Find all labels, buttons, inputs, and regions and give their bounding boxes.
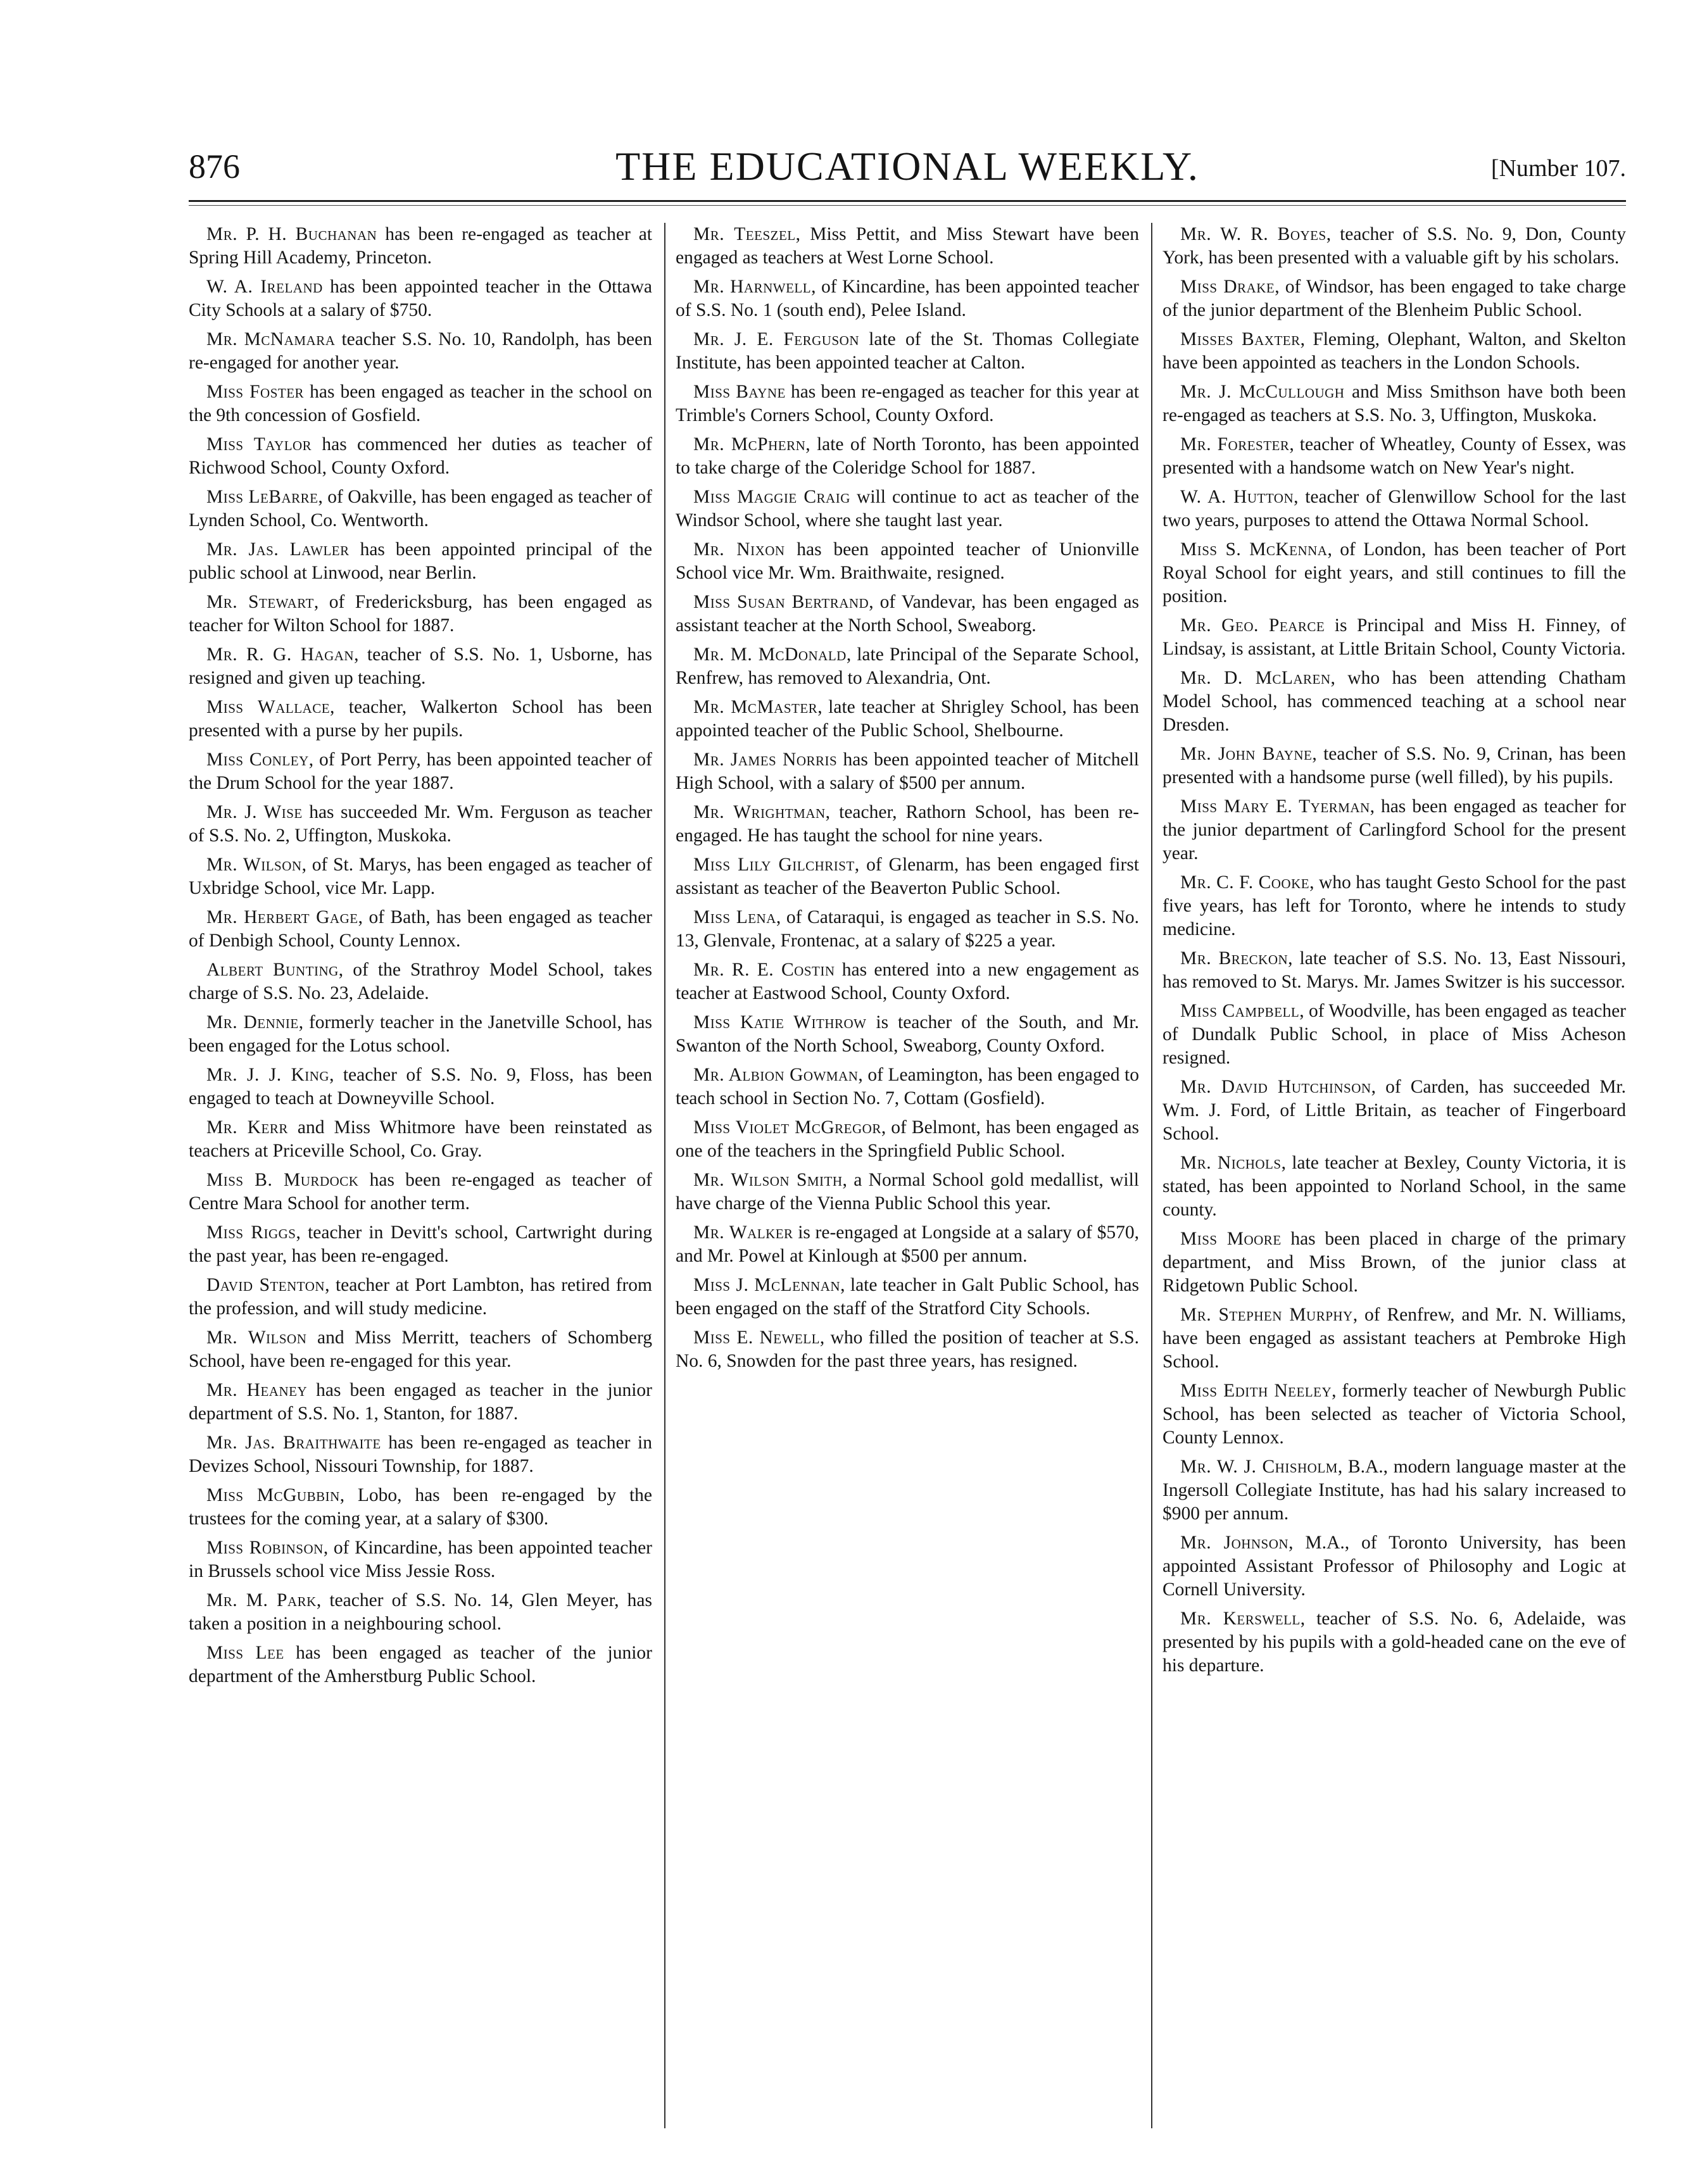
news-text: has been appointed teacher of Unionville School vice Mr. Wm. Braithwaite, resigned. xyxy=(676,539,1139,583)
person-name: Mr. Johnson xyxy=(1180,1533,1289,1553)
journal-title: THE EDUCATIONAL WEEKLY. xyxy=(615,144,1199,189)
person-name: Mr. Stephen Murphy xyxy=(1180,1305,1353,1325)
news-text: , teacher at Port Lambton, has retired from the profession, and will study medicine. xyxy=(189,1275,652,1319)
person-name: Mr. Herbert Gage xyxy=(206,907,358,927)
news-text: , Miss Pettit, and Miss Stewart have been engaged as teachers at West Lorne School. xyxy=(676,224,1139,268)
person-name: David Stenton xyxy=(206,1275,325,1295)
news-text: , late of North Toronto, has been appointed to take charge of the Coleridge School for 1887. xyxy=(676,434,1139,478)
news-item xyxy=(1163,667,1626,737)
news-item xyxy=(676,328,1139,375)
news-text: , teacher, Walkerton School has been presented with a purse by her pupils. xyxy=(189,697,652,741)
person-name: Mr. M. McDonald xyxy=(693,644,847,665)
news-item xyxy=(1163,1531,1626,1602)
news-text: has been re-engaged as teacher for this year at Trimble's Corners School, County Oxford. xyxy=(676,382,1139,425)
header-rule xyxy=(189,200,1626,202)
news-item xyxy=(189,1484,652,1531)
news-item xyxy=(676,1011,1139,1058)
news-text: , teacher of S.S. No. 9, Don, County York, has been presented with a valuable gift by his scholars. xyxy=(1163,224,1626,268)
person-name: Mr. Forester xyxy=(1180,434,1290,455)
news-text: , of Belmont, has been engaged as one of the teachers in the Springfield Public School. xyxy=(676,1117,1139,1161)
news-text: , formerly teacher of Newburgh Public School, has been selected as teacher of Victoria School, County Lennox. xyxy=(1163,1381,1626,1448)
news-item xyxy=(676,1064,1139,1110)
news-text: , teacher of S.S. No. 6, Adelaide, was presented by his pupils with a gold-headed cane on the eve of his departure. xyxy=(1163,1609,1626,1676)
news-text: , of London, has been teacher of Port Royal School for eight years, and still continues to fill the position. xyxy=(1163,539,1626,606)
person-name: Mr. Breckon xyxy=(1180,948,1289,969)
news-item xyxy=(189,853,652,900)
news-item xyxy=(189,486,652,532)
person-name: Miss B. Murdock xyxy=(206,1170,359,1190)
person-name: Mr. Wrightman xyxy=(693,802,826,822)
news-item xyxy=(189,1169,652,1215)
person-name: Mr. C. F. Cooke xyxy=(1180,872,1310,893)
person-name: Mr. Nichols xyxy=(1180,1153,1282,1173)
person-name: Mr. Jas. Braithwaite xyxy=(206,1433,381,1453)
news-text: has been re-engaged as teacher at Spring Hill Academy, Princeton. xyxy=(189,224,652,268)
news-text: , has been engaged as teacher for the junior department of Carlingford School for the present year. xyxy=(1163,796,1626,863)
news-text: , teacher of Wheatley, County of Essex, was presented with a handsome watch on New Year's night. xyxy=(1163,434,1626,478)
person-name: Miss Drake xyxy=(1180,277,1275,297)
news-item xyxy=(189,1011,652,1058)
person-name: Mr. J. J. King xyxy=(206,1065,330,1085)
news-item xyxy=(189,328,652,375)
person-name: Mr. Wilson xyxy=(206,1327,307,1348)
person-name: Mr. Kerswell xyxy=(1180,1609,1301,1629)
news-item xyxy=(1163,1303,1626,1374)
news-item xyxy=(1163,614,1626,661)
person-name: Miss Moore xyxy=(1180,1229,1282,1249)
person-name: Mr. Stewart xyxy=(206,592,314,612)
news-text: , Fleming, Olephant, Walton, and Skelton have been appointed as teachers in the London Schools. xyxy=(1163,329,1626,373)
person-name: Miss E. Newell xyxy=(693,1327,820,1348)
news-item xyxy=(1163,1227,1626,1298)
news-item xyxy=(676,380,1139,427)
news-item xyxy=(676,223,1139,270)
news-text: has been appointed teacher of Mitchell High School, with a salary of $500 per annum. xyxy=(676,750,1139,793)
person-name: Miss S. McKenna xyxy=(1180,539,1328,560)
news-item xyxy=(189,1536,652,1583)
news-text: is teacher of the South, and Mr. Swanton of the North School, Sweaborg, County Oxford. xyxy=(676,1012,1139,1056)
news-item xyxy=(676,748,1139,795)
person-name: Miss Robinson xyxy=(206,1538,324,1558)
person-name: Mr. Geo. Pearce xyxy=(1180,615,1325,636)
news-item xyxy=(1163,328,1626,375)
news-text: , of Woodville, has been engaged as teacher of Dundalk Public School, in place of Miss Acheson resigned. xyxy=(1163,1001,1626,1068)
news-item xyxy=(189,538,652,585)
news-text: , teacher of S.S. No. 9, Floss, has been engaged to teach at Downeyville School. xyxy=(189,1065,652,1108)
person-name: Mr. McPhern xyxy=(693,434,806,455)
news-item xyxy=(1163,380,1626,427)
news-text: has been engaged as teacher in the school on the 9th concession of Gosfield. xyxy=(189,382,652,425)
news-item xyxy=(189,958,652,1005)
person-name: Mr. Heaney xyxy=(206,1380,308,1400)
news-item xyxy=(676,958,1139,1005)
header-rule-thin xyxy=(189,205,1626,206)
news-item xyxy=(1163,947,1626,994)
news-text: will continue to act as teacher of the Windsor School, where she taught last year. xyxy=(676,487,1139,530)
news-text: , of Leamington, has been engaged to teach school in Section No. 7, Cottam (Gosfield). xyxy=(676,1065,1139,1108)
news-text: , of Carden, has succeeded Mr. Wm. J. Ford, of Little Britain, as teacher of Fingerboard School. xyxy=(1163,1077,1626,1144)
news-text: teacher S.S. No. 10, Randolph, has been re-engaged for another year. xyxy=(189,329,652,373)
person-name: Miss Conley xyxy=(206,750,309,770)
news-item xyxy=(676,486,1139,532)
person-name: Miss Riggs xyxy=(206,1222,296,1243)
news-text: has been re-engaged as teacher of Centre Mara School for another term. xyxy=(189,1170,652,1214)
news-item xyxy=(676,433,1139,480)
column-1 xyxy=(189,223,652,2128)
person-name: Miss Foster xyxy=(206,382,305,402)
news-text: , late Principal of the Separate School, Renfrew, has removed to Alexandria, Ont. xyxy=(676,644,1139,688)
news-item xyxy=(1163,795,1626,865)
person-name: Miss Mary E. Tyerman xyxy=(1180,796,1370,817)
news-item xyxy=(676,801,1139,848)
page-header xyxy=(189,141,1626,204)
news-text: has been re-engaged as teacher in Devizes School, Nissouri Township, for 1887. xyxy=(189,1433,652,1476)
person-name: Mr. McMaster xyxy=(693,697,818,717)
news-text: and Miss Merritt, teachers of Schomberg School, have been re-engaged for this year. xyxy=(189,1327,652,1371)
news-item xyxy=(189,591,652,637)
news-text: , of Fredericksburg, has been engaged as teacher for Wilton School for 1887. xyxy=(189,592,652,636)
news-text: , of Oakville, has been engaged as teacher of Lynden School, Co. Wentworth. xyxy=(189,487,652,530)
person-name: Mr. David Hutchinson xyxy=(1180,1077,1371,1097)
column-divider xyxy=(1151,223,1152,2128)
person-name: Miss LeBarre xyxy=(206,487,318,507)
news-text: , teacher of S.S. No. 1, Usborne, has resigned and given up teaching. xyxy=(189,644,652,688)
news-item xyxy=(1163,871,1626,941)
person-name: Mr. R. G. Hagan xyxy=(206,644,355,665)
person-name: Miss Lily Gilchrist xyxy=(693,855,855,875)
news-text: , teacher of S.S. No. 9, Crinan, has been presented with a handsome purse (well filled), by his pupils. xyxy=(1163,744,1626,788)
person-name: Miss Lena xyxy=(693,907,776,927)
column-divider xyxy=(664,223,665,2128)
news-item xyxy=(189,1641,652,1688)
news-text: , of Glenarm, has been engaged first assistant as teacher of the Beaverton Public School. xyxy=(676,855,1139,898)
person-name: Miss McGubbin xyxy=(206,1485,340,1505)
news-text: , teacher, Rathorn School, has been re-engaged. He has taught the school for nine years. xyxy=(676,802,1139,846)
person-name: Miss Campbell xyxy=(1180,1001,1300,1021)
person-name: Mr. W. R. Boyes xyxy=(1180,224,1326,244)
news-text: and Miss Smithson have both been re-engaged as teachers at S.S. No. 3, Uffington, Muskoka. xyxy=(1163,382,1626,425)
news-text: , of Renfrew, and Mr. N. Williams, have been engaged as assistant teachers at Pembroke High School. xyxy=(1163,1305,1626,1372)
news-text: late of the St. Thomas Collegiate Institute, has been appointed teacher at Calton. xyxy=(676,329,1139,373)
news-text: , of Cataraqui, is engaged as teacher in S.S. No. 13, Glenvale, Frontenac, at a salary of $225 a year. xyxy=(676,907,1139,951)
person-name: Mr. McNamara xyxy=(206,329,336,349)
news-item xyxy=(1163,223,1626,270)
news-text: , who filled the position of teacher at S.S. No. 6, Snowden for the past three years, has resigned. xyxy=(676,1327,1139,1371)
news-text: , of Vandevar, has been engaged as assistant teacher at the North School, Sweaborg. xyxy=(676,592,1139,636)
news-item xyxy=(189,223,652,270)
news-item xyxy=(676,591,1139,637)
news-item xyxy=(189,1064,652,1110)
issue-number: [Number 107. xyxy=(1490,155,1626,182)
news-text: , late teacher at Bexley, County Victoria, it is stated, has been appointed to Norland School, in the same county. xyxy=(1163,1153,1626,1220)
person-name: Miss Lee xyxy=(206,1643,284,1663)
person-name: W. A. Hutton xyxy=(1180,487,1294,507)
person-name: Mr. D. McLaren xyxy=(1180,668,1331,688)
news-text: , late teacher in Galt Public School, has been engaged on the staff of the Stratford City Schools. xyxy=(676,1275,1139,1319)
news-item xyxy=(189,748,652,795)
news-item xyxy=(676,538,1139,585)
news-item xyxy=(189,275,652,322)
news-item xyxy=(189,643,652,690)
news-item xyxy=(1163,743,1626,789)
news-text: , of Bath, has been engaged as teacher of Denbigh School, County Lennox. xyxy=(189,907,652,951)
person-name: Mr. Wilson Smith xyxy=(693,1170,843,1190)
news-item xyxy=(189,696,652,743)
person-name: Mr. Dennie xyxy=(206,1012,299,1032)
news-text: , of Kincardine, has been appointed teacher of S.S. No. 1 (south end), Pelee Island. xyxy=(676,277,1139,320)
news-text: , M.A., of Toronto University, has been appointed Assistant Professor of Philosophy and Logic at Cornell University. xyxy=(1163,1533,1626,1600)
news-item xyxy=(189,1326,652,1373)
news-item xyxy=(676,906,1139,953)
news-text: is re-engaged at Longside at a salary of $570, and Mr. Powel at Kinlough at $500 per annum. xyxy=(676,1222,1139,1266)
news-item xyxy=(1163,538,1626,608)
person-name: Mr. Teeszel xyxy=(693,224,796,244)
person-name: Miss Violet McGregor xyxy=(693,1117,881,1138)
news-item xyxy=(189,1379,652,1426)
person-name: Miss Katie Withrow xyxy=(693,1012,867,1032)
news-item xyxy=(1163,486,1626,532)
news-text: has entered into a new engagement as teacher at Eastwood School, County Oxford. xyxy=(676,960,1139,1003)
news-text: , of Windsor, has been engaged to take charge of the junior department of the Blenheim Public School. xyxy=(1163,277,1626,320)
person-name: Mr. Harnwell xyxy=(693,277,812,297)
news-item xyxy=(1163,1076,1626,1146)
person-name: Mr. J. McCullough xyxy=(1180,382,1345,402)
person-name: Mr. W. J. Chisholm xyxy=(1180,1457,1338,1477)
news-text: has been appointed teacher in the Ottawa City Schools at a salary of $750. xyxy=(189,277,652,320)
news-text: has been engaged as teacher in the junior department of S.S. No. 1, Stanton, for 1887. xyxy=(189,1380,652,1424)
column-3 xyxy=(1163,223,1626,2128)
person-name: Misses Baxter xyxy=(1180,329,1301,349)
person-name: Miss Taylor xyxy=(206,434,312,455)
person-name: Albert Bunting xyxy=(206,960,339,980)
news-text: , of St. Marys, has been engaged as teacher of Uxbridge School, vice Mr. Lapp. xyxy=(189,855,652,898)
news-text: , a Normal School gold medallist, will have charge of the Vienna Public School this year. xyxy=(676,1170,1139,1214)
news-item xyxy=(189,1589,652,1636)
person-name: W. A. Ireland xyxy=(206,277,323,297)
person-name: Miss Bayne xyxy=(693,382,786,402)
news-item xyxy=(189,1274,652,1321)
news-text: , teacher of Glenwillow School for the last two years, purposes to attend the Ottawa Normal School. xyxy=(1163,487,1626,530)
news-text: , of Port Perry, has been appointed teacher of the Drum School for the year 1887. xyxy=(189,750,652,793)
person-name: Mr. M. Park xyxy=(206,1590,317,1610)
person-name: Mr. Albion Gowman xyxy=(693,1065,859,1085)
news-text: , of Kincardine, has been appointed teacher in Brussels school vice Miss Jessie Ross. xyxy=(189,1538,652,1581)
column-2 xyxy=(676,223,1139,2128)
news-item xyxy=(1163,433,1626,480)
news-item xyxy=(189,1431,652,1478)
news-item xyxy=(189,906,652,953)
person-name: Miss Maggie Craig xyxy=(693,487,850,507)
person-name: Mr. J. E. Ferguson xyxy=(693,329,859,349)
news-text: , teacher of S.S. No. 14, Glen Meyer, has taken a position in a neighbouring school. xyxy=(189,1590,652,1634)
news-item xyxy=(189,801,652,848)
news-text: , who has taught Gesto School for the past five years, has left for Toronto, where he intends to study medicine. xyxy=(1163,872,1626,939)
news-item xyxy=(1163,1379,1626,1450)
news-text: , Lobo, has been re-engaged by the trustees for the coming year, at a salary of $300. xyxy=(189,1485,652,1529)
news-text: has been appointed principal of the public school at Linwood, near Berlin. xyxy=(189,539,652,583)
news-text: , late teacher of S.S. No. 13, East Nissouri, has removed to St. Marys. Mr. James Switzer is his successor. xyxy=(1163,948,1626,992)
news-item xyxy=(1163,275,1626,322)
news-item xyxy=(676,853,1139,900)
news-item xyxy=(676,1169,1139,1215)
news-text: , late teacher at Shrigley School, has been appointed teacher of the Public School, Shelbourne. xyxy=(676,697,1139,741)
person-name: Mr. Kerr xyxy=(206,1117,288,1138)
news-item xyxy=(1163,1152,1626,1222)
news-item xyxy=(189,1116,652,1163)
person-name: Mr. R. E. Costin xyxy=(693,960,835,980)
person-name: Miss J. McLennan xyxy=(693,1275,841,1295)
news-text: has commenced her duties as teacher of Richwood School, County Oxford. xyxy=(189,434,652,478)
text-columns xyxy=(189,223,1626,2128)
news-item xyxy=(189,1221,652,1268)
person-name: Mr. Walker xyxy=(693,1222,793,1243)
news-text: and Miss Whitmore have been reinstated as teachers at Priceville School, Co. Gray. xyxy=(189,1117,652,1161)
person-name: Miss Edith Neeley xyxy=(1180,1381,1332,1401)
news-item xyxy=(676,275,1139,322)
person-name: Mr. Wilson xyxy=(206,855,302,875)
news-text: has succeeded Mr. Wm. Ferguson as teacher of S.S. No. 2, Uffington, Muskoka. xyxy=(189,802,652,846)
person-name: Miss Wallace xyxy=(206,697,331,717)
person-name: Mr. Nixon xyxy=(693,539,785,560)
news-text: , formerly teacher in the Janetville School, has been engaged for the Lotus school. xyxy=(189,1012,652,1056)
person-name: Mr. J. Wise xyxy=(206,802,303,822)
person-name: Mr. James Norris xyxy=(693,750,838,770)
news-item xyxy=(1163,1000,1626,1070)
person-name: Mr. Jas. Lawler xyxy=(206,539,350,560)
page-number: 876 xyxy=(189,147,240,185)
news-text: has been placed in charge of the primary department, and Miss Brown, of the junior class at Ridgetown Public School. xyxy=(1163,1229,1626,1296)
news-item xyxy=(189,433,652,480)
news-text: , B.A., modern language master at the Ingersoll Collegiate Institute, has had his salary increased to $900 per annum. xyxy=(1163,1457,1626,1524)
news-text: , who has been attending Chatham Model School, has commenced teaching at a school near Dresden. xyxy=(1163,668,1626,735)
news-item xyxy=(676,1221,1139,1268)
news-text: is Principal and Miss H. Finney, of Lindsay, is assistant, at Little Britain School, County Victoria. xyxy=(1163,615,1626,659)
person-name: Mr. P. H. Buchanan xyxy=(206,224,377,244)
news-item xyxy=(676,1274,1139,1321)
news-item xyxy=(676,1326,1139,1373)
news-item xyxy=(676,1116,1139,1163)
news-item xyxy=(1163,1455,1626,1526)
news-item xyxy=(676,643,1139,690)
news-item xyxy=(189,380,652,427)
news-text: has been engaged as teacher of the junior department of the Amherstburg Public School. xyxy=(189,1643,652,1686)
person-name: Miss Susan Bertrand xyxy=(693,592,869,612)
person-name: Mr. John Bayne xyxy=(1180,744,1313,764)
news-item xyxy=(676,696,1139,743)
news-text: , of the Strathroy Model School, takes charge of S.S. No. 23, Adelaide. xyxy=(189,960,652,1003)
news-text: , teacher in Devitt's school, Cartwright during the past year, has been re-engaged. xyxy=(189,1222,652,1266)
news-item xyxy=(1163,1607,1626,1678)
